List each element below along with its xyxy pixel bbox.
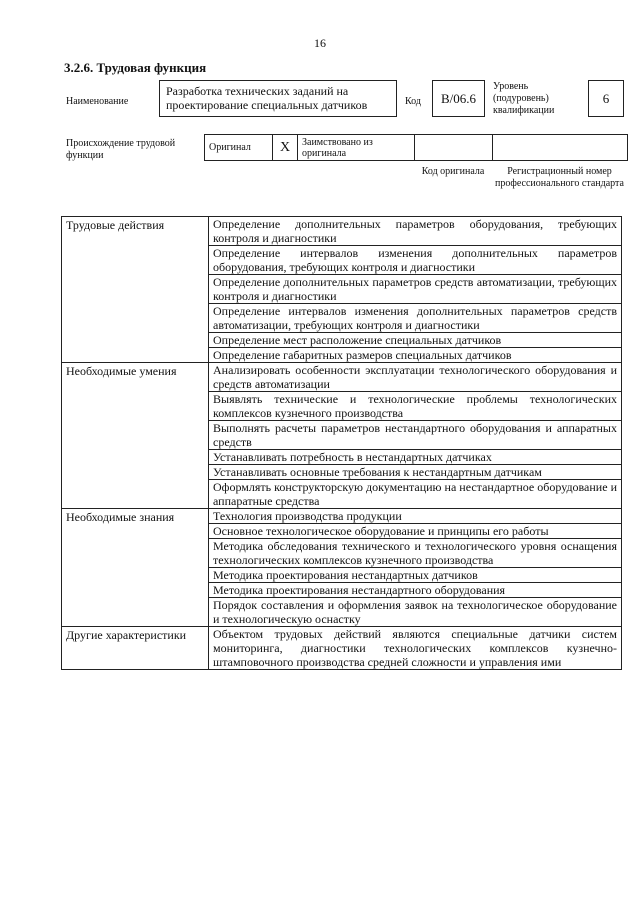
table-row: [62, 509, 622, 524]
item-cell: Методика обследования технического и технологического уровня оснащения технологических комплексов кузнечного производства: [209, 539, 622, 568]
item-cell: Устанавливать основные требования к нестандартным датчикам: [209, 465, 622, 480]
item-cell: Определение интервалов изменения дополнительных параметров средств автоматизации, требующих контроля и диагностики: [209, 304, 622, 333]
item-cell: Порядок составления и оформления заявок на технологическое оборудование и технологическую оснастку: [209, 598, 622, 627]
original-label: Оригинал: [205, 135, 273, 161]
function-code-value: B/06.6: [432, 80, 485, 117]
item-cell: Определение габаритных размеров специальных датчиков: [209, 348, 622, 363]
category-cell: Необходимые умения: [62, 363, 209, 509]
item-cell: Оформлять конструкторскую документацию на нестандартное оборудование и аппаратные средства: [209, 480, 622, 509]
item-cell: Выявлять технические и технологические проблемы технологических комплексов кузнечного производства: [209, 392, 622, 421]
item-cell: Анализировать особенности эксплуатации технологического оборудования и средств автоматизации: [209, 363, 622, 392]
reg-number-label: Регистрационный номер профессионального стандарта: [495, 166, 624, 189]
function-details-table: [61, 216, 622, 670]
table-row: [62, 363, 622, 392]
item-cell: Технология производства продукции: [209, 509, 622, 524]
item-cell: Методика проектирования нестандартного оборудования: [209, 583, 622, 598]
item-cell: Определение дополнительных параметров средств автоматизации, требующих контроля и диагностики: [209, 275, 622, 304]
qualification-level-value: 6: [588, 80, 624, 117]
origin-table: [204, 134, 628, 161]
name-label: Наименование: [66, 96, 129, 107]
item-cell: Определение интервалов изменения дополнительных параметров оборудования, требующих контроля и диагностики: [209, 246, 622, 275]
code-label: Код: [405, 96, 421, 107]
function-name-value: Разработка технических заданий на проектирование специальных датчиков: [159, 80, 397, 117]
original-mark: X: [273, 135, 298, 161]
item-cell: Методика проектирования нестандартных датчиков: [209, 568, 622, 583]
category-cell: Трудовые действия: [62, 217, 209, 363]
borrowed-label: Заимствовано из оригинала: [298, 135, 415, 161]
level-label: Уровень (подуровень) квалификации: [493, 81, 555, 116]
item-cell: Объектом трудовых действий являются специальные датчики систем мониторинга, диагностики технологических комплексов кузнечно-штамповочного производства средней сложности и управления ими: [209, 627, 622, 670]
item-cell: Определение дополнительных параметров оборудования, требующих контроля и диагностики: [209, 217, 622, 246]
item-cell: Выполнять расчеты параметров нестандартного оборудования и аппаратных средств: [209, 421, 622, 450]
code-original-cell: [415, 135, 493, 161]
item-cell: Определение мест расположение специальных датчиков: [209, 333, 622, 348]
code-original-label: Код оригинала: [421, 166, 485, 177]
page-number: 16: [314, 36, 326, 50]
item-cell: Основное технологическое оборудование и принципы его работы: [209, 524, 622, 539]
section-title: 3.2.6. Трудовая функция: [64, 60, 207, 75]
item-cell: Устанавливать потребность в нестандартных датчиках: [209, 450, 622, 465]
category-cell: Необходимые знания: [62, 509, 209, 627]
origin-label: Происхождение трудовой функции: [66, 138, 176, 161]
table-row: [62, 627, 622, 670]
reg-number-cell: [493, 135, 628, 161]
table-row: [62, 217, 622, 246]
category-cell: Другие характеристики: [62, 627, 209, 670]
